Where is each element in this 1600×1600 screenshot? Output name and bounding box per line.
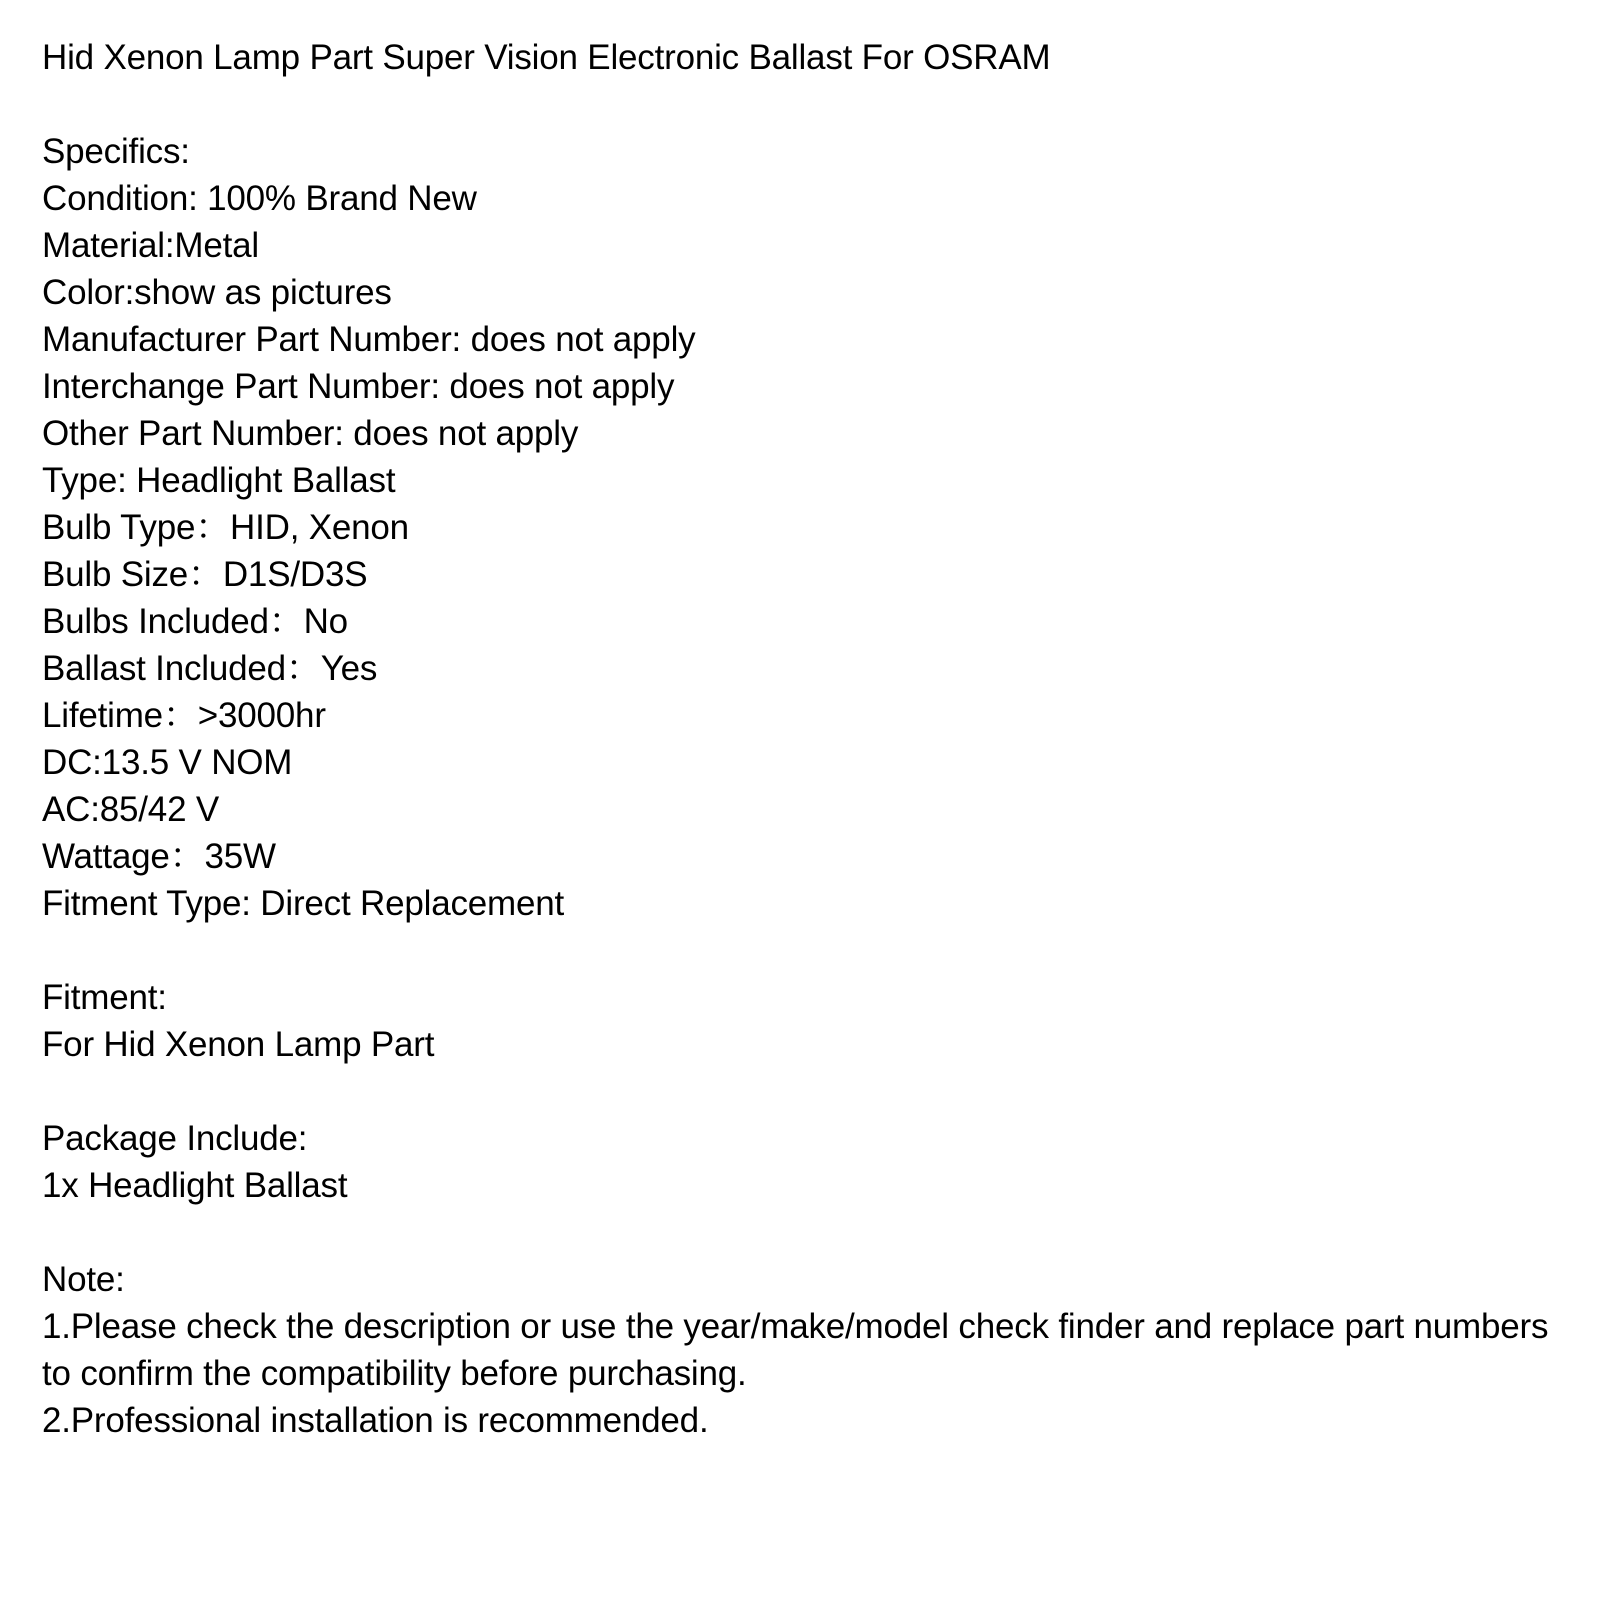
package-heading: Package Include: [42, 1119, 308, 1158]
spec-bulb-type: Bulb Type：HID, Xenon [42, 508, 409, 547]
spec-other-part-number: Other Part Number: does not apply [42, 414, 579, 453]
spec-color: Color:show as pictures [42, 273, 392, 312]
product-description [42, 34, 1572, 1444]
spacer [42, 1068, 1572, 1115]
spacer [42, 927, 1572, 974]
fitment-item: For Hid Xenon Lamp Part [42, 1025, 435, 1064]
spec-interchange-part-number: Interchange Part Number: does not apply [42, 367, 675, 406]
note-item-installation: 2.Professional installation is recommended. [42, 1401, 709, 1440]
spec-bulb-size: Bulb Size：D1S/D3S [42, 555, 368, 594]
fitment-section [42, 974, 1572, 1068]
spec-condition: Condition: 100% Brand New [42, 179, 477, 218]
spec-fitment-type: Fitment Type: Direct Replacement [42, 884, 565, 923]
specifics-section [42, 128, 1572, 927]
package-item: 1x Headlight Ballast [42, 1166, 348, 1205]
spec-lifetime: Lifetime：>3000hr [42, 696, 326, 735]
spec-dc-voltage: DC:13.5 V NOM [42, 743, 293, 782]
product-title: Hid Xenon Lamp Part Super Vision Electronic Ballast For OSRAM [42, 38, 1051, 77]
spec-ballast-included: Ballast Included：Yes [42, 649, 378, 688]
spec-manufacturer-part-number: Manufacturer Part Number: does not apply [42, 320, 696, 359]
specifics-heading: Specifics: [42, 132, 190, 171]
spec-bulbs-included: Bulbs Included：No [42, 602, 348, 641]
fitment-heading: Fitment: [42, 978, 167, 1017]
spec-ac-voltage: AC:85/42 V [42, 790, 219, 829]
spec-wattage: Wattage：35W [42, 837, 276, 876]
spacer [42, 81, 1572, 128]
package-section [42, 1115, 1572, 1209]
note-item-compatibility: 1.Please check the description or use the year/make/model check finder and replace part numbers to confirm the compatibility before purchasing. [42, 1307, 1549, 1393]
spec-type: Type: Headlight Ballast [42, 461, 396, 500]
note-section [42, 1256, 1572, 1444]
spec-material: Material:Metal [42, 226, 259, 265]
note-heading: Note: [42, 1260, 125, 1299]
spacer [42, 1209, 1572, 1256]
